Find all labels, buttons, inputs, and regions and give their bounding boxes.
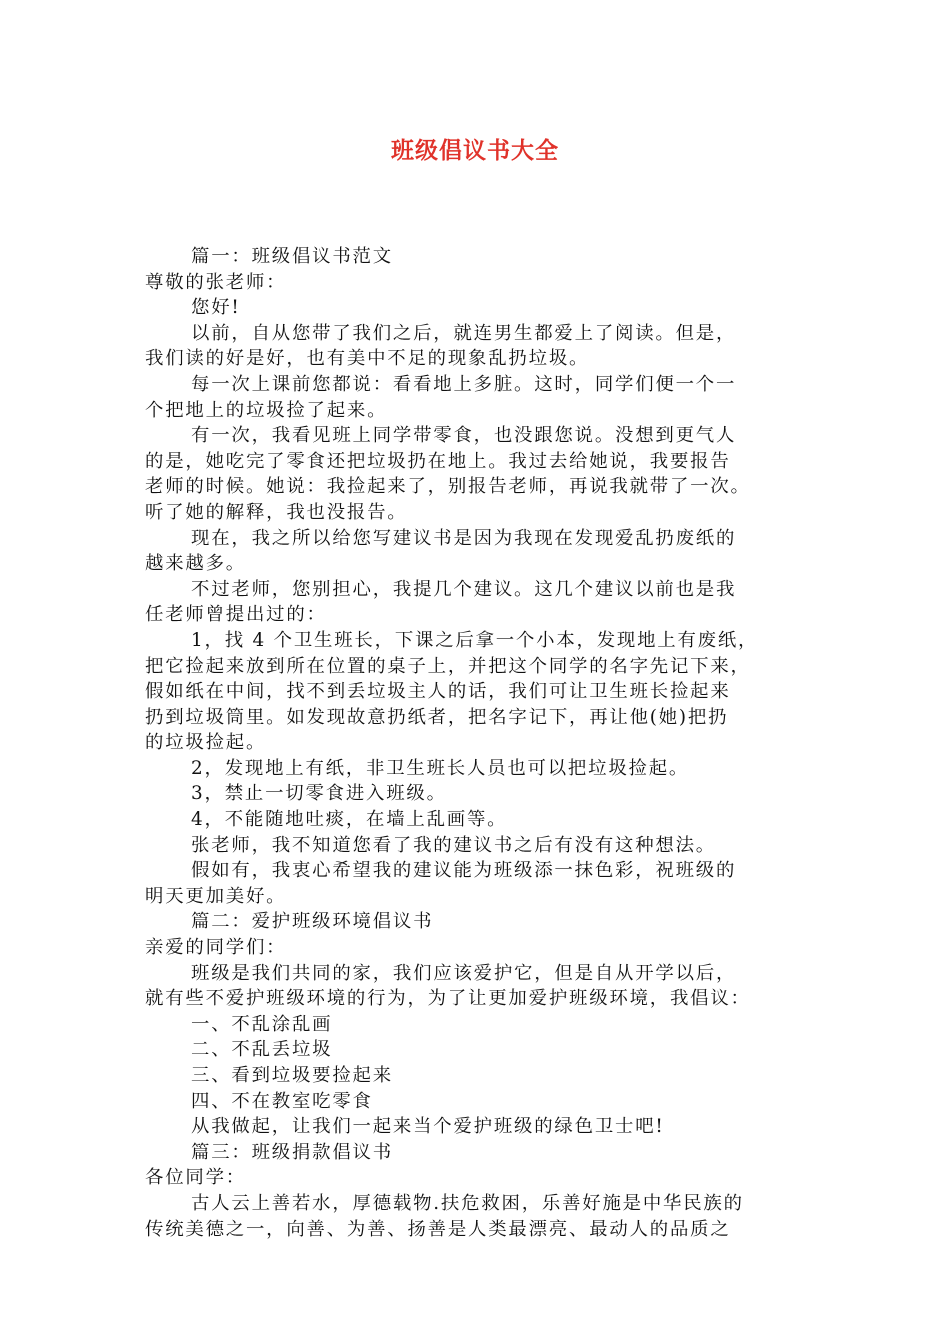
text-line: 班级是我们共同的家，我们应该爱护它，但是自从开学以后， xyxy=(191,962,737,984)
text-line: 3，禁止一切零食进入班级。 xyxy=(191,783,447,805)
text-line: 现在，我之所以给您写建议书是因为我现在发现爱乱扔废纸的 xyxy=(191,527,737,549)
text-line: 篇二：爱护班级环境倡议书 xyxy=(191,911,434,933)
text-line: 二、不乱丢垃圾 xyxy=(191,1039,333,1061)
text-line: 不过老师，您别担心，我提几个建议。这几个建议以前也是我 xyxy=(191,578,737,600)
text-line: 尊敬的张老师： xyxy=(145,271,287,293)
text-line: 以前，自从您带了我们之后，就连男生都爱上了阅读。但是， xyxy=(191,322,737,344)
text-line: 传统美德之一，向善、为善、扬善是人类最漂亮、最动人的品质之 xyxy=(145,1218,731,1240)
text-line: 2，发现地上有纸，非卫生班长人员也可以把垃圾捡起。 xyxy=(191,757,690,779)
text-line: 篇三：班级捐款倡议书 xyxy=(191,1141,393,1163)
text-line: 有一次，我看见班上同学带零食，也没跟您说。没想到更气人 xyxy=(191,425,737,447)
text-line: 从我做起，让我们一起来当个爱护班级的绿色卫士吧! xyxy=(191,1116,665,1138)
text-line: 听了她的解释，我也没报告。 xyxy=(145,501,408,523)
text-line: 我们读的好是好，也有美中不足的现象乱扔垃圾。 xyxy=(145,348,590,370)
text-line: 明天更加美好。 xyxy=(145,885,287,907)
document-title: 班级倡议书大全 xyxy=(391,138,559,164)
text-line: 假如纸在中间，找不到丢垃圾主人的话，我们可让卫生班长捡起来 xyxy=(145,681,731,703)
text-line: 您好! xyxy=(191,297,241,319)
text-line: 每一次上课前您都说：看看地上多脏。这时，同学们便一个一 xyxy=(191,373,737,395)
text-line: 四、不在教室吃零食 xyxy=(191,1090,373,1112)
text-line: 越来越多。 xyxy=(145,553,246,575)
text-line: 假如有，我衷心希望我的建议能为班级添一抹色彩，祝班级的 xyxy=(191,860,737,882)
text-line: 古人云上善若水，厚德载物.扶危救困，乐善好施是中华民族的 xyxy=(191,1192,744,1214)
text-line: 就有些不爱护班级环境的行为，为了让更加爱护班级环境，我倡议： xyxy=(145,988,751,1010)
text-line: 张老师，我不知道您看了我的建议书之后有没有这种想法。 xyxy=(191,834,716,856)
text-line: 4，不能随地吐痰，在墙上乱画等。 xyxy=(191,809,508,831)
text-line: 1，找 4 个卫生班长，下课之后拿一个小本，发现地上有废纸， xyxy=(191,629,759,651)
text-line: 篇一：班级倡议书范文 xyxy=(191,246,393,267)
text-line: 老师的时候。她说：我捡起来了，别报告老师，再说我就带了一次。 xyxy=(145,476,751,498)
text-line: 个把地上的垃圾捡了起来。 xyxy=(145,399,388,421)
text-line: 的是，她吃完了零食还把垃圾扔在地上。我过去给她说，我要报告 xyxy=(145,450,731,472)
text-line: 亲爱的同学们： xyxy=(145,937,287,959)
text-line: 的垃圾捡起。 xyxy=(145,732,267,754)
text-line: 任老师曾提出过的： xyxy=(145,604,327,626)
text-line: 三、看到垃圾要捡起来 xyxy=(191,1065,393,1086)
text-line: 扔到垃圾筒里。如发现故意扔纸者，把名字记下，再让他(她)把扔 xyxy=(145,706,729,728)
text-line: 各位同学： xyxy=(145,1167,246,1189)
document-body xyxy=(145,244,805,1242)
text-line: 一、不乱涂乱画 xyxy=(191,1013,333,1035)
text-line: 把它捡起来放到所在位置的桌子上，并把这个同学的名字先记下来， xyxy=(145,655,751,677)
